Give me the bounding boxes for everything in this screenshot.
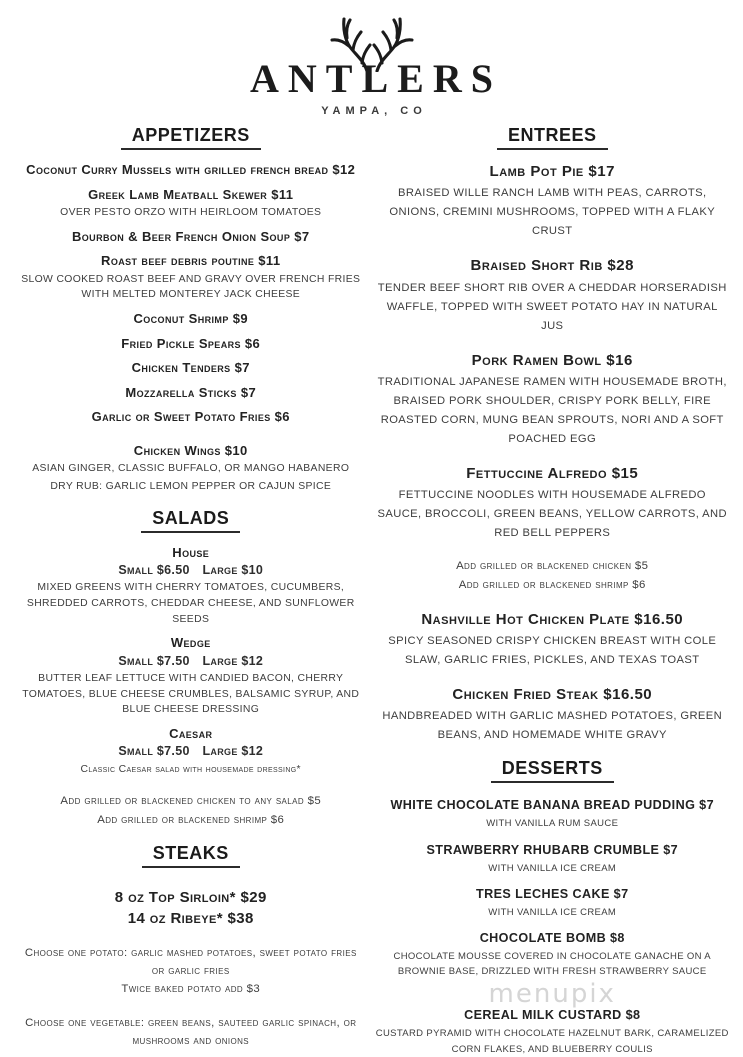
menu-item bbox=[14, 634, 368, 718]
item-name: Bourbon & Beer French Onion Soup $7 bbox=[71, 228, 310, 244]
menu-item bbox=[376, 351, 730, 449]
menu-item bbox=[376, 464, 730, 543]
item-name: Fried Pickle Spears $6 bbox=[121, 335, 261, 351]
restaurant-logo bbox=[0, 16, 743, 117]
item-name: Chicken Tenders $7 bbox=[131, 360, 250, 376]
menu-section-appetizers bbox=[14, 125, 368, 495]
item-description: MIXED GREENS WITH CHERRY TOMATOES, CUCUMBERS, SHREDDED CARROTS, CHEDDAR CHEESE, AND SUNFLOWER SEEDS bbox=[26, 582, 355, 625]
item-name: Coconut Shrimp $9 bbox=[133, 311, 249, 327]
item-description: TENDER BEEF SHORT RIB OVER A CHEDDAR HORSERADISH WAFFLE, TOPPED WITH SWEET POTATO HAY IN NATURAL JUS bbox=[377, 281, 727, 332]
item-description: Add grilled or blackened shrimp $6 bbox=[97, 813, 285, 826]
menu-item bbox=[14, 725, 368, 777]
item-name: CEREAL MILK CUSTARD $8 bbox=[464, 1008, 641, 1023]
section-title: STEAKS bbox=[142, 843, 240, 868]
menu-note bbox=[14, 793, 368, 829]
item-description: ASIAN GINGER, CLASSIC BUFFALO, OR MANGO HABANERO bbox=[32, 463, 350, 475]
menu-item bbox=[14, 442, 368, 495]
menu-item bbox=[376, 886, 730, 920]
item-name: 14 oz Ribeye* $38 bbox=[127, 909, 254, 927]
item-name: Caesar bbox=[169, 725, 213, 741]
item-name: Pork Ramen Bowl $16 bbox=[471, 351, 633, 369]
item-name: Chicken Wings $10 bbox=[133, 442, 248, 458]
menu-item bbox=[14, 408, 368, 426]
menu-item bbox=[376, 256, 730, 335]
menu-section-entrees bbox=[376, 125, 730, 745]
menu-item bbox=[376, 842, 730, 876]
item-description: Add grilled or blackened shrimp $6 bbox=[458, 579, 646, 592]
menu-item bbox=[14, 888, 368, 908]
item-description: BRAISED WILLE RANCH LAMB WITH PEAS, CARROTS, ONIONS, CREMINI MUSHROOMS, TOPPED WITH A FLAKY CRUST bbox=[389, 187, 716, 238]
item-description: Classic Caesar salad with housemade dressing* bbox=[80, 763, 301, 775]
item-description: Choose one vegetable: green beans, sauteed garlic spinach, or mushrooms and onions bbox=[25, 1017, 357, 1047]
item-description: WITH VANILLA ICE CREAM bbox=[488, 862, 617, 874]
item-description: BUTTER LEAF LETTUCE WITH CANDIED BACON, CHERRY TOMATOES, BLUE CHEESE CRUMBLES, BALSAMIC SYRUP, AND BLUE CHEESE DRESSING bbox=[22, 672, 360, 716]
menu-section-salads bbox=[14, 508, 368, 830]
item-description: Choose one potato: garlic mashed potatoes, sweet potato fries or garlic fries bbox=[24, 947, 357, 977]
menu-item bbox=[376, 930, 730, 979]
menu-note bbox=[14, 945, 368, 999]
restaurant-name: ANTLERS bbox=[250, 56, 502, 101]
item-description: Twice baked potato add $3 bbox=[121, 983, 261, 996]
item-name: Nashville Hot Chicken Plate $16.50 bbox=[421, 610, 684, 628]
menu-item bbox=[14, 186, 368, 221]
section-title: APPETIZERS bbox=[121, 125, 261, 150]
item-description: SLOW COOKED ROAST BEEF AND GRAVY OVER FRENCH FRIES WITH MELTED MONTEREY JACK CHEESE bbox=[21, 273, 361, 301]
menu-column-right bbox=[372, 125, 734, 1057]
menu-columns bbox=[0, 125, 743, 1057]
menu-item bbox=[376, 610, 730, 670]
menu-column-left bbox=[10, 125, 372, 1057]
item-description: CHOCOLATE MOUSSE COVERED IN CHOCOLATE GANACHE ON A BROWNIE BASE, DRIZZLED WITH FRESH STRAWBERRY SAUCE bbox=[393, 950, 711, 978]
menu-item bbox=[14, 909, 368, 929]
menu-item bbox=[376, 797, 730, 831]
item-name: WHITE CHOCOLATE BANANA BREAD PUDDING $7 bbox=[390, 798, 714, 813]
item-description: FETTUCCINE NOODLES WITH HOUSEMADE ALFREDO SAUCE, BROCCOLI, GREEN BEANS, YELLOW CARROTS, AND RED BELL PEPPERS bbox=[377, 489, 727, 540]
item-name: Roast beef debris poutine $11 bbox=[101, 253, 281, 269]
item-description: Add grilled or blackened chicken $5 bbox=[456, 560, 649, 573]
item-sizes: Small $7.50 Large $12 bbox=[118, 744, 264, 759]
item-name: House bbox=[172, 544, 210, 560]
item-name: STRAWBERRY RHUBARB CRUMBLE $7 bbox=[426, 842, 679, 857]
menu-item bbox=[14, 161, 368, 179]
menu-item bbox=[376, 162, 730, 241]
menupix-watermark: menupix bbox=[488, 979, 616, 1010]
menu-item bbox=[376, 685, 730, 745]
section-title: DESSERTS bbox=[491, 758, 614, 783]
item-description: WITH VANILLA ICE CREAM bbox=[488, 906, 617, 918]
item-description: DRY RUB: GARLIC LEMON PEPPER OR CAJUN SPICE bbox=[50, 480, 332, 492]
item-description: TRADITIONAL JAPANESE RAMEN WITH HOUSEMADE BROTH, BRAISED PORK SHOULDER, CRISPY PORK BELLY, FIRE ROASTED CORN, MUNG BEAN SPROUTS, NORI AND A SOFT POACHED EGG bbox=[377, 375, 727, 446]
item-description: HANDBREADED WITH GARLIC MASHED POTATOES, GREEN BEANS, AND HOMEMADE WHITE GRAVY bbox=[382, 710, 723, 742]
menu-item bbox=[14, 228, 368, 246]
item-name: Mozzarella Sticks $7 bbox=[125, 384, 257, 400]
section-title: SALADS bbox=[141, 508, 240, 533]
item-name: Greek Lamb Meatball Skewer $11 bbox=[88, 186, 294, 202]
menu-section-desserts bbox=[376, 758, 730, 1056]
menu-item bbox=[14, 252, 368, 303]
restaurant-location: YAMPA, CO bbox=[321, 105, 427, 117]
item-name: Chicken Fried Steak $16.50 bbox=[452, 686, 653, 704]
menu-item bbox=[14, 335, 368, 353]
menu-item bbox=[376, 1007, 730, 1056]
section-title: ENTREES bbox=[497, 125, 608, 150]
item-name: CHOCOLATE BOMB $8 bbox=[479, 930, 625, 945]
item-sizes: Small $6.50 Large $10 bbox=[118, 563, 264, 578]
item-sizes: Small $7.50 Large $12 bbox=[118, 653, 264, 668]
menu-item bbox=[14, 359, 368, 377]
item-description: SPICY SEASONED CRISPY CHICKEN BREAST WITH COLE SLAW, GARLIC FRIES, PICKLES, AND TEXAS TOAST bbox=[388, 635, 717, 667]
item-name: Fettuccine Alfredo $15 bbox=[466, 465, 639, 483]
menu-note bbox=[14, 1015, 368, 1050]
item-name: Braised Short Rib $28 bbox=[470, 257, 634, 275]
menu-section-steaks bbox=[14, 843, 368, 1051]
item-description: OVER PESTO ORZO WITH HEIRLOOM TOMATOES bbox=[60, 207, 322, 219]
menu-item bbox=[14, 544, 368, 628]
menu-note bbox=[376, 558, 730, 594]
item-name: 8 oz Top Sirloin* $29 bbox=[114, 888, 267, 906]
item-name: Coconut Curry Mussels with grilled french bread $12 bbox=[26, 162, 356, 177]
menu-item bbox=[14, 384, 368, 402]
item-name: Wedge bbox=[170, 635, 211, 651]
item-description: Add grilled or blackened chicken to any salad $5 bbox=[60, 795, 322, 808]
item-name: TRES LECHES CAKE $7 bbox=[476, 886, 629, 901]
item-name: Lamb Pot Pie $17 bbox=[489, 163, 615, 180]
item-description: CUSTARD PYRAMID WITH CHOCOLATE HAZELNUT BARK, CARAMELIZED CORN FLAKES, AND BLUEBERRY COULIS bbox=[375, 1028, 729, 1055]
menu-item bbox=[14, 310, 368, 328]
item-name: Garlic or Sweet Potato Fries $6 bbox=[91, 409, 290, 425]
item-description: WITH VANILLA RUM SAUCE bbox=[486, 818, 619, 830]
